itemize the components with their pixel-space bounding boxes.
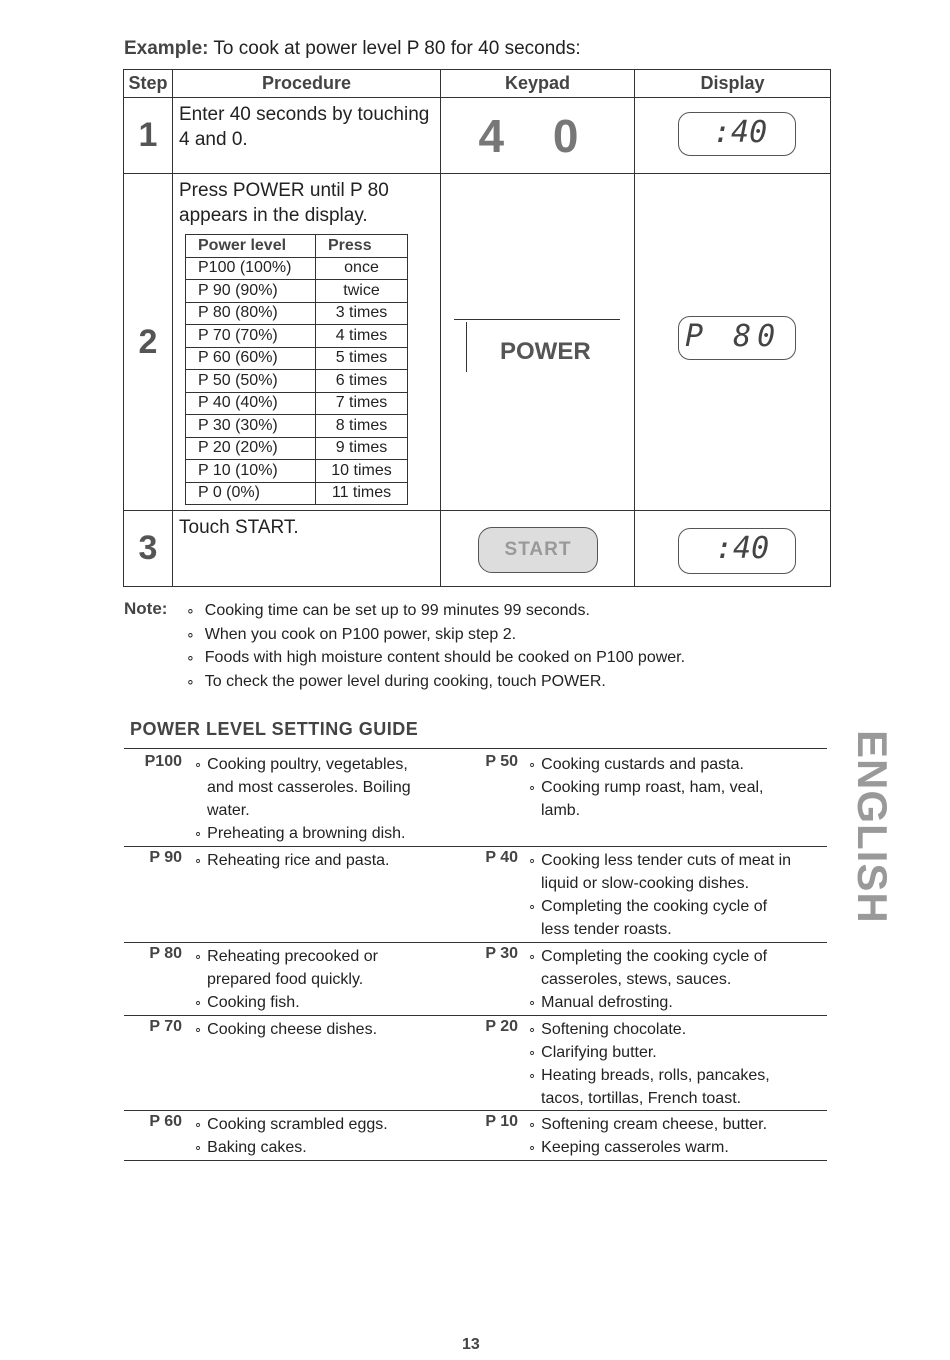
note-label: Note: (124, 599, 168, 618)
step-number-2: 2 (124, 174, 173, 511)
header-procedure: Procedure (173, 70, 441, 98)
table-row (186, 302, 408, 325)
guide-line: ∘ Heating breads, rolls, pancakes, (528, 1064, 770, 1087)
press-count-cell: 5 times (316, 347, 408, 370)
guide-line: ∘ Softening chocolate. (528, 1018, 770, 1041)
table-row (186, 325, 408, 348)
table-row (186, 482, 408, 505)
power-key-side-line (466, 322, 467, 372)
example-text: To cook at power level P 80 for 40 seconds: (213, 38, 581, 59)
guide-power-level: P 40 (485, 849, 518, 866)
list-item: ∘ Foods with high moisture content should be cooked on P100 power. (186, 646, 685, 670)
lcd-readout-1: :40 (713, 115, 768, 150)
guide-power-level: P 20 (485, 1018, 518, 1035)
power-level-cell: P 30 (30%) (186, 415, 316, 438)
press-count-cell: 6 times (316, 370, 408, 393)
table-row (186, 415, 408, 438)
press-count-cell: 9 times (316, 437, 408, 460)
power-header-level: Power level (186, 235, 316, 258)
power-level-cell: P 70 (70%) (186, 325, 316, 348)
table-row (186, 370, 408, 393)
guide-line: lamb. (541, 802, 581, 819)
lcd-readout-3: :40 (715, 531, 770, 566)
guide-divider (124, 748, 827, 749)
guide-divider (124, 1110, 827, 1111)
lcd-readout-2: P 80 (685, 319, 782, 354)
guide-power-level: P 90 (149, 849, 182, 866)
guide-line: tacos, tortillas, French toast. (541, 1090, 742, 1107)
step-procedure-3: Touch START. (173, 511, 441, 587)
guide-power-level: P 80 (149, 945, 182, 962)
guide-divider (124, 1160, 827, 1161)
table-row (186, 392, 408, 415)
example-label: Example: (124, 38, 209, 59)
guide-line: ∘ Keeping casseroles warm. (528, 1136, 767, 1159)
guide-description (194, 1018, 377, 1041)
guide-description (528, 1113, 767, 1159)
power-level-cell: P 0 (0%) (186, 482, 316, 505)
step-number-1: 1 (124, 98, 173, 174)
press-count-cell: 11 times (316, 482, 408, 505)
guide-line: ∘ Baking cakes. (194, 1136, 388, 1159)
power-level-cell: P 20 (20%) (186, 437, 316, 460)
guide-line: prepared food quickly. (207, 971, 364, 988)
power-level-cell: P 60 (60%) (186, 347, 316, 370)
notes-list (186, 599, 685, 693)
header-keypad: Keypad (441, 70, 635, 98)
lcd-display-1 (678, 112, 796, 156)
guide-line: water. (207, 802, 250, 819)
guide-line: ∘ Reheating precooked or (194, 945, 378, 968)
start-key-label: START (504, 539, 572, 560)
press-count-cell: 8 times (316, 415, 408, 438)
guide-power-level: P 10 (485, 1113, 518, 1130)
start-key (478, 527, 598, 573)
press-count-cell: 7 times (316, 392, 408, 415)
guide-power-level: P100 (144, 753, 182, 770)
lcd-display-2 (678, 316, 796, 360)
power-level-cell: P 80 (80%) (186, 302, 316, 325)
guide-line: ∘ Cooking custards and pasta. (528, 753, 763, 776)
guide-description (528, 945, 767, 1014)
table-row (186, 347, 408, 370)
table-row (186, 460, 408, 483)
guide-description (194, 945, 378, 1014)
power-level-cell: P 10 (10%) (186, 460, 316, 483)
guide-power-level: P 70 (149, 1018, 182, 1035)
step-procedure-2 (173, 174, 441, 511)
power-key-label: POWER (500, 338, 591, 365)
power-key-top-line (454, 319, 620, 320)
guide-divider (124, 1015, 827, 1016)
guide-description (528, 849, 791, 941)
power-level-cell: P100 (100%) (186, 257, 316, 280)
table-row (186, 437, 408, 460)
guide-divider (124, 942, 827, 943)
guide-line: liquid or slow-cooking dishes. (541, 875, 750, 892)
guide-line: less tender roasts. (541, 921, 672, 938)
guide-line: ∘ Cooking less tender cuts of meat in (528, 849, 791, 872)
guide-line: ∘ Completing the cooking cycle of (528, 895, 791, 918)
press-count-cell: 4 times (316, 325, 408, 348)
guide-line: ∘ Preheating a browning dish. (194, 822, 411, 845)
language-tab: ENGLISH (849, 730, 896, 924)
guide-line: ∘ Cooking poultry, vegetables, (194, 753, 411, 776)
page-number: 13 (462, 1336, 480, 1353)
guide-line: ∘ Completing the cooking cycle of (528, 945, 767, 968)
guide-line: ∘ Clarifying butter. (528, 1041, 770, 1064)
press-count-cell: once (316, 257, 408, 280)
guide-description (194, 1113, 388, 1159)
guide-line: ∘ Softening cream cheese, butter. (528, 1113, 767, 1136)
press-count-cell: 10 times (316, 460, 408, 483)
guide-description (194, 849, 389, 872)
list-item: ∘ Cooking time can be set up to 99 minutes 99 seconds. (186, 599, 685, 623)
steps-header-row (124, 70, 831, 98)
step-number-3: 3 (124, 511, 173, 587)
header-display: Display (635, 70, 831, 98)
step-procedure-1: Enter 40 seconds by touching 4 and 0. (173, 98, 441, 174)
list-item: ∘ To check the power level during cooking, touch POWER. (186, 670, 685, 694)
table-row (186, 257, 408, 280)
guide-line: ∘ Cooking scrambled eggs. (194, 1113, 388, 1136)
guide-power-level: P 60 (149, 1113, 182, 1130)
keypad-digits: 4 0 (441, 98, 635, 174)
guide-line: ∘ Reheating rice and pasta. (194, 849, 389, 872)
guide-line: casseroles, stews, sauces. (541, 971, 732, 988)
guide-line: ∘ Cooking fish. (194, 991, 378, 1014)
power-level-cell: P 90 (90%) (186, 280, 316, 303)
guide-description (528, 753, 763, 822)
power-header-press: Press (316, 235, 408, 258)
guide-divider (124, 846, 827, 847)
guide-description (194, 753, 411, 845)
guide-description (528, 1018, 770, 1110)
press-count-cell: 3 times (316, 302, 408, 325)
guide-title: POWER LEVEL SETTING GUIDE (130, 719, 419, 739)
list-item: ∘ When you cook on P100 power, skip step 2. (186, 623, 685, 647)
guide-line: ∘ Cooking cheese dishes. (194, 1018, 377, 1041)
lcd-display-3 (678, 528, 796, 574)
step2-line-1: Press POWER until P 80 (179, 180, 389, 201)
step2-line-2: appears in the display. (179, 205, 368, 226)
power-level-cell: P 50 (50%) (186, 370, 316, 393)
power-level-cell: P 40 (40%) (186, 392, 316, 415)
table-row (186, 280, 408, 303)
guide-line: ∘ Manual defrosting. (528, 991, 767, 1014)
power-level-table (185, 234, 408, 505)
guide-power-level: P 30 (485, 945, 518, 962)
example-line (124, 38, 581, 60)
guide-power-level: P 50 (485, 753, 518, 770)
guide-line: and most casseroles. Boiling (207, 779, 411, 796)
header-step: Step (124, 70, 173, 98)
press-count-cell: twice (316, 280, 408, 303)
guide-line: ∘ Cooking rump roast, ham, veal, (528, 776, 763, 799)
power-table-header (186, 235, 408, 258)
